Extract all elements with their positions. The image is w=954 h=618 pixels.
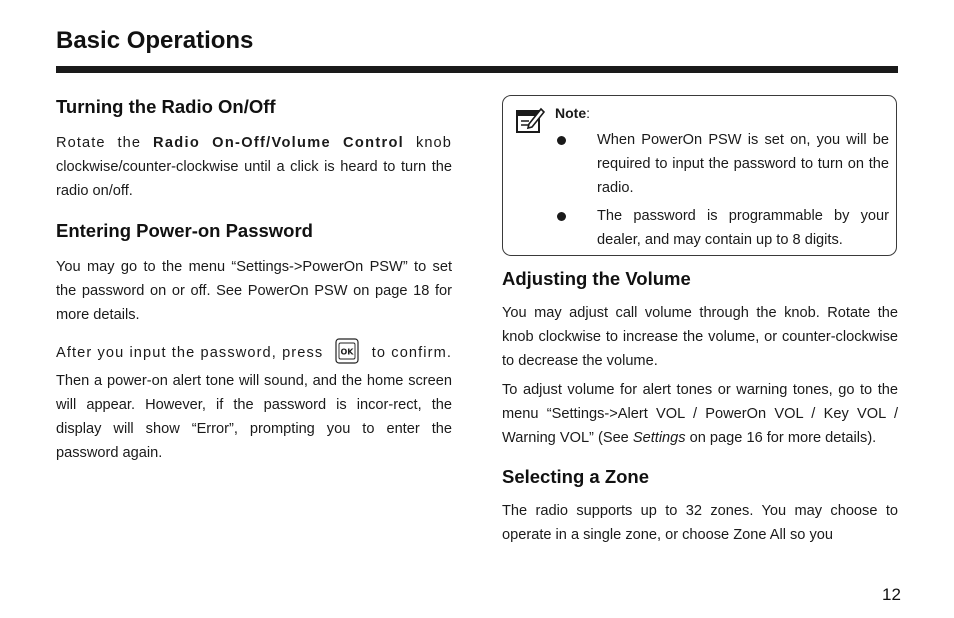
- bullet-icon: [557, 136, 566, 145]
- text-settings-italic: Settings: [632, 430, 686, 446]
- text-knob: knob: [404, 135, 452, 151]
- paragraph-adjust-volume: You may adjust call volume through the knob. Rotate the knob clockwise to increase the volume, or counter-clockwise to decrease the volume.: [502, 305, 898, 369]
- paragraph-press-ok: [56, 338, 452, 368]
- svg-text:OK: OK: [340, 347, 354, 357]
- page-title: Basic Operations: [56, 27, 254, 54]
- note-item-2: [555, 204, 889, 252]
- text-rotate-the: Rotate the: [56, 135, 154, 151]
- note-box: [502, 95, 897, 256]
- note-text: The password is programmable by your dealer, and may contain up to 8 digits.: [597, 208, 889, 248]
- paragraph-alert-volume: [502, 378, 898, 450]
- note-text: When PowerOn PSW is set on, you will be required to input the password to turn on the radio.: [597, 132, 889, 196]
- paragraph-turning-radio: [56, 131, 452, 203]
- title-rule: [56, 66, 898, 73]
- note-item-1: [555, 128, 889, 200]
- text-alert-pre: To adjust volume for alert tones or warning tones, go to the menu “Settings->Alert VOL / PowerOn VOL / Key VOL / Warning VOL” (See: [502, 382, 898, 446]
- text-turning-rest: clockwise/counter-clockwise until a click is heard to turn the radio on/off.: [56, 159, 452, 199]
- note-label: Note:: [555, 105, 591, 121]
- heading-entering-password: Entering Power-on Password: [56, 220, 313, 241]
- text-control-name: Radio On-Off/Volume Control: [153, 135, 405, 151]
- text-after-input: After you input the password, press: [56, 345, 324, 361]
- text-to-confirm: to confirm.: [371, 345, 452, 361]
- heading-selecting-zone: Selecting a Zone: [502, 466, 650, 487]
- page-number: 12: [882, 585, 901, 604]
- text-alert-post: on page 16 for more details).: [685, 430, 877, 446]
- paragraph-zones: The radio supports up to 32 zones. You may choose to operate in a single zone, or choose Zone All so you: [502, 503, 898, 543]
- heading-turning-radio-on-off: Turning the Radio On/Off: [56, 96, 276, 117]
- right-column: [502, 266, 898, 547]
- note-pencil-icon: [515, 105, 545, 135]
- paragraph-power-on-alert: Then a power-on alert tone will sound, and the home screen will appear. However, if the password is incor-rect, the display will show “Error”, prompting you to enter the password again.: [56, 373, 452, 461]
- left-column: [56, 94, 452, 465]
- ok-key-icon: [335, 338, 359, 364]
- heading-adjusting-volume: Adjusting the Volume: [502, 268, 691, 289]
- paragraph-password-menu: You may go to the menu “Settings->PowerOn PSW” to set the password on or off. See PowerOn PSW on page 18 for more details.: [56, 259, 452, 323]
- bullet-icon: [557, 212, 566, 221]
